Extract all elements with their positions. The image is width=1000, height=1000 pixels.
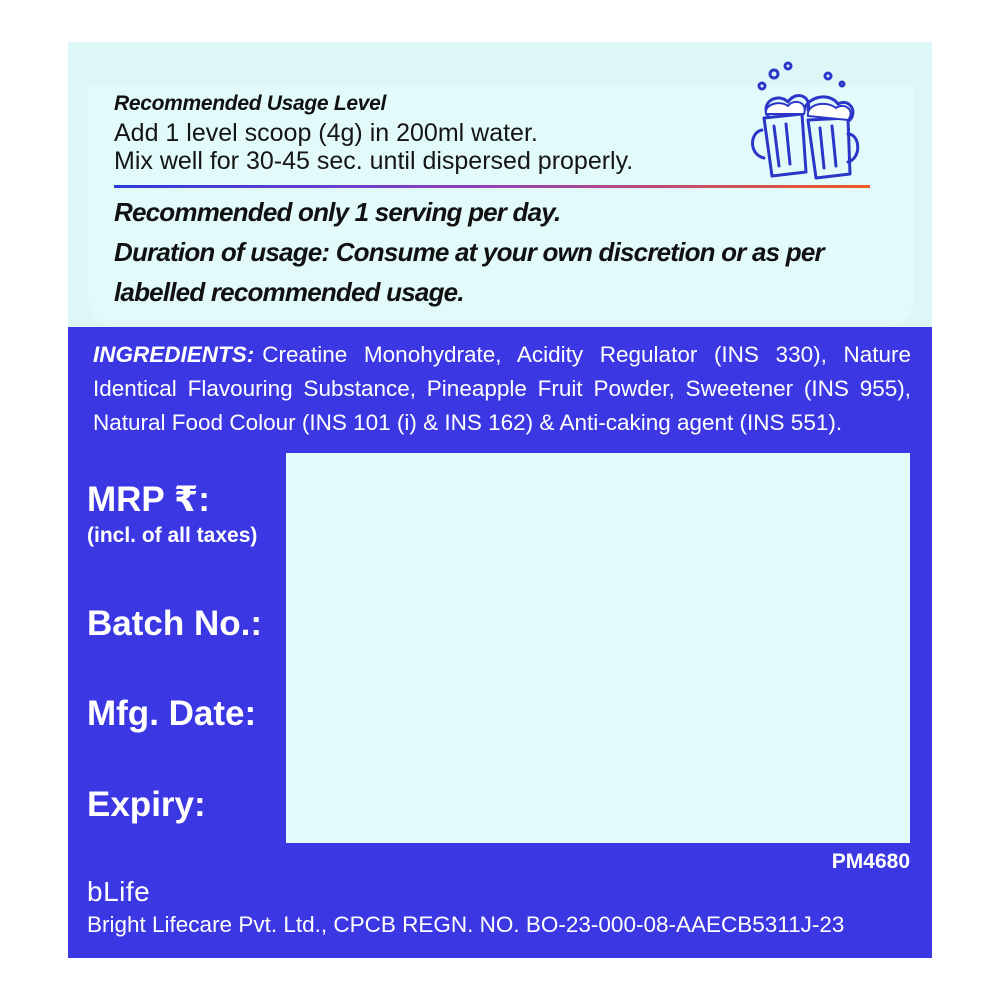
gradient-divider [114,185,870,188]
batch-label: Batch No.: [87,604,262,643]
usage-instruction-1: Add 1 level scoop (4g) in 200ml water. [114,119,538,147]
ingredients-label: INGREDIENTS: [93,342,255,367]
usage-heading: Recommended Usage Level [114,92,387,115]
usage-instruction-2: Mix well for 30-45 sec. until dispersed properly. [114,147,634,175]
ingredients-text: Creatine Monohydrate, Acidity Regulator (INS 330), Nature Identical Flavouring Substance, Pineapple Fruit Powder, Sweetener (INS 955), Natural Food Colour (INS 101 (i) & INS 162) & Anti-caking agent (INS 551). [93,342,911,435]
mfg-date-label: Mfg. Date: [87,694,257,733]
usage-duration: Duration of usage: Consume at your own discretion or as per labelled recommended usage. [114,237,824,307]
product-code: PM4680 [831,850,910,873]
beer-mugs-icon [744,54,864,184]
ingredients-block [93,338,911,440]
expiry-label: Expiry: [87,785,206,824]
serving-recommendation: Recommended only 1 serving per day. [114,197,561,227]
print-entry-box [286,453,910,843]
tax-note: (incl. of all taxes) [87,524,258,547]
mrp-label: MRP ₹: [87,480,210,519]
company-registration: Bright Lifecare Pvt. Ltd., CPCB REGN. NO. BO-23-000-08-AAECB5311J-23 [87,912,845,937]
brand-logo: bLife [87,876,151,907]
product-label [68,42,932,958]
